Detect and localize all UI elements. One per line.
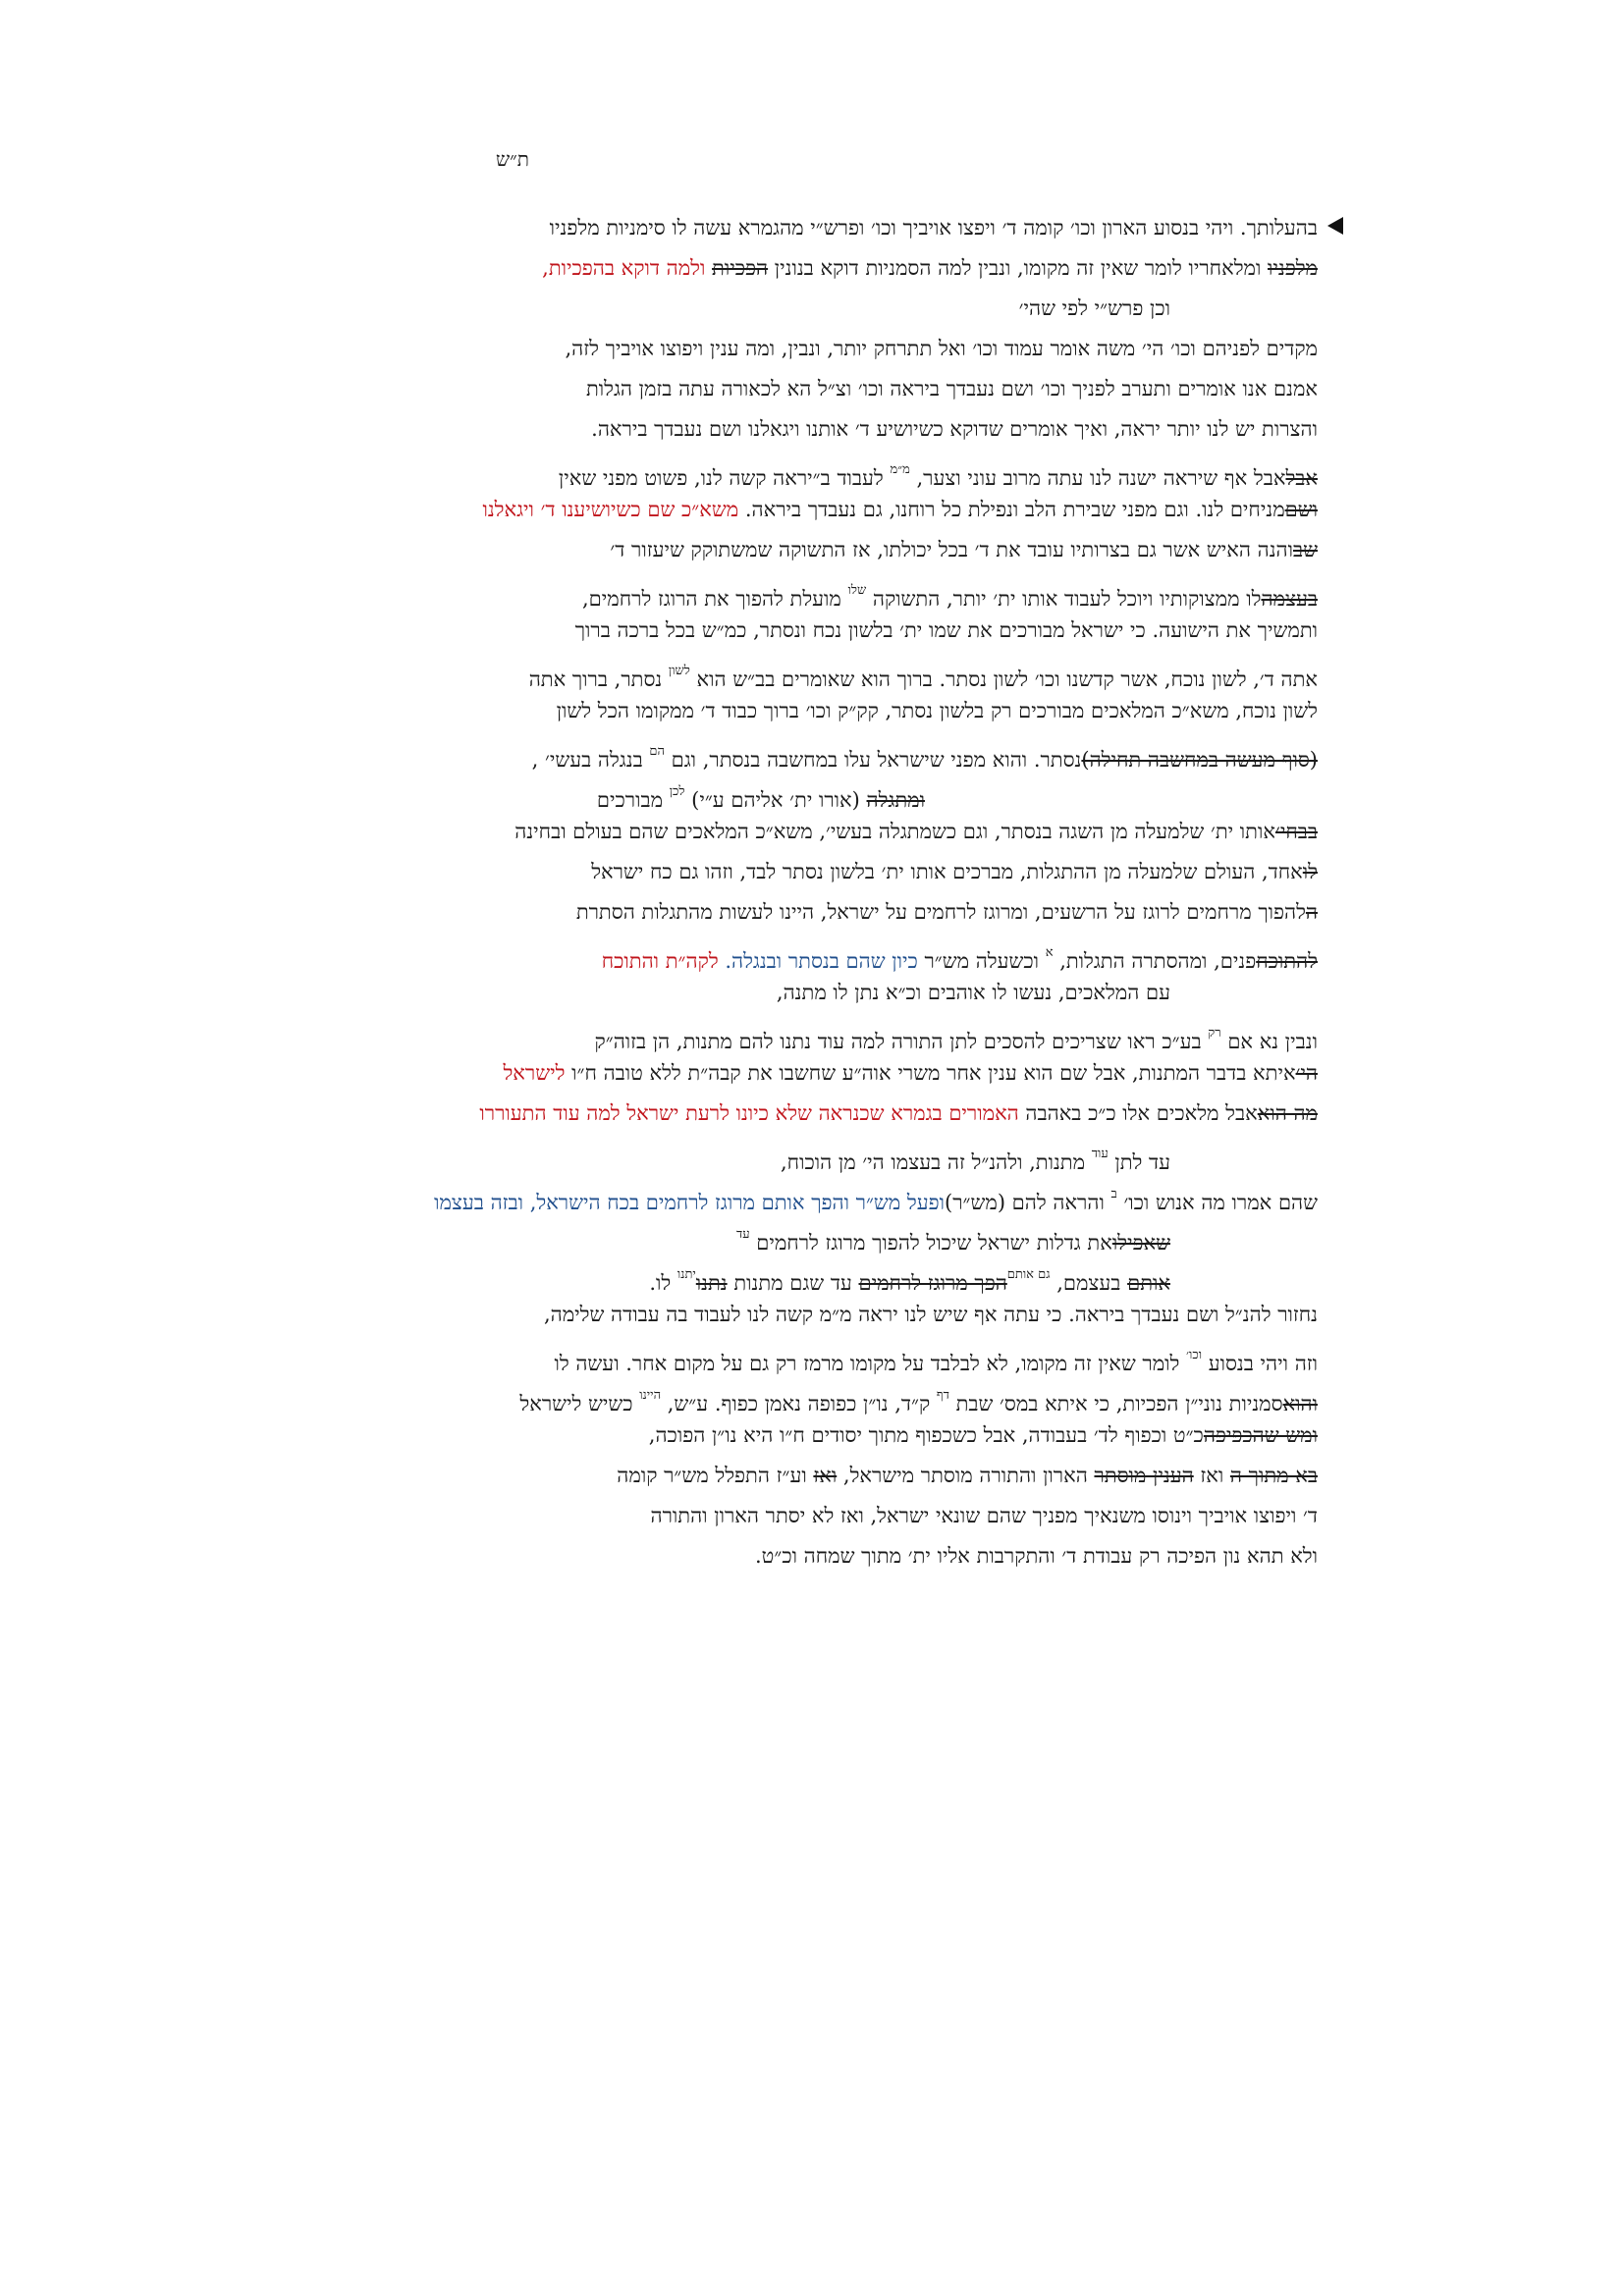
line-text: עם המלאכים, נעשו לו אוהבים וכ״א נתן לו מתנה,: [776, 981, 1170, 1004]
line-text2: כ״כ באהבה: [1025, 1101, 1116, 1125]
line-text: (אורו ית׳ אליהם ע״י): [684, 788, 867, 812]
line-sup: גם אותם: [1006, 1267, 1051, 1282]
paragraph-marker-icon: [1327, 217, 1343, 235]
text-line: [365, 691, 1318, 731]
line-text2: נסתר, ברוך אתה: [528, 667, 669, 691]
line-blue: ופעל מש״ר והפך אותם מרוגז לרחמים בכח הישראל, ובזה בעצמו: [434, 1191, 946, 1214]
text-line: [365, 892, 1318, 933]
text-line: [365, 651, 1318, 691]
line-del: (סוף מעשה במחשבה תחילה): [1081, 748, 1318, 772]
line-text2: מבורכים: [596, 788, 670, 812]
line-sup: שלו: [847, 583, 867, 598]
text-line: [365, 1134, 1318, 1174]
line-sup: וכו׳: [1186, 1348, 1203, 1362]
line-text: וכן פרש״י לפי שהי׳: [1018, 296, 1170, 320]
text-line: [365, 1335, 1318, 1375]
text-line: [365, 1094, 1318, 1134]
line-text: אבל אף שיראה ישנה לנו עתה מרוב עוני וצער,: [909, 466, 1286, 490]
line-text: ונבין נא אם: [1220, 1030, 1318, 1053]
line-text2: מתנות, ולהנ״ל זה בעצמו הי׳ מן הוכוח,: [780, 1150, 1092, 1174]
text-line: [365, 973, 1318, 1013]
line-text: לשון נוכח, משא״כ המלאכים מבורכים רק בלשון נסתר, קק״ק וכו׳ ברוך כבוד ד׳ ממקומו הכל לשון: [556, 699, 1318, 722]
text-line: [365, 1496, 1318, 1536]
text-line: [365, 611, 1318, 651]
line-text2: ללא טובה ח״ו: [565, 1061, 681, 1085]
line-text: ד׳ ויפוצו אויביך וינוסו משנאיך מפניך שהם שונאי ישראל, ואז לא יסתר הארון והתורה: [650, 1504, 1318, 1527]
line-sup2: היינו: [639, 1388, 662, 1403]
line-text: ולא תהא נון הפיכה רק עבודת ד׳ והתקרבות אליו ית׳ מתוך שמחה וכ״ט.: [755, 1544, 1318, 1568]
text-line: [365, 1053, 1318, 1094]
line-del: בעצמה: [1261, 587, 1318, 611]
text-line: [365, 731, 1318, 772]
line-text: אבל מלאכים אלו: [1115, 1101, 1258, 1125]
line-blue: כיון שהם בנסתר ובנגלה.: [725, 949, 918, 973]
line-sup: רק: [1208, 1026, 1221, 1041]
line-del: מלפניו: [1268, 256, 1318, 280]
line-text2: עד שגם מתנות: [727, 1271, 859, 1295]
line-text: סמניות נוני״ן הפכיות, כי איתא במס׳ שבת: [948, 1392, 1283, 1415]
text-line: [365, 1295, 1318, 1335]
line-text2: וזהו גם כח ישראל: [591, 860, 733, 883]
line-text: עד לתן: [1108, 1150, 1170, 1174]
line-del2: הפך מרוגז לרחמים: [858, 1271, 1007, 1295]
text-line: [365, 289, 1318, 329]
line-del: שב: [1293, 538, 1318, 561]
text-line: [365, 490, 1318, 530]
text-line: [365, 1013, 1318, 1053]
line-text3: וע״ז התפלל מש״ר קומה: [617, 1464, 814, 1487]
line-text: בעצמם,: [1050, 1271, 1128, 1295]
line-text2: בנגלה בעשי׳: [538, 748, 650, 772]
line-sup: דף: [936, 1388, 949, 1403]
line-text: לו ממצוקותיו ויוכל לעבוד אותו ית׳ יותר, התשוקה: [866, 587, 1262, 611]
text-line: [365, 812, 1318, 852]
line-del: בבחי׳: [1274, 820, 1318, 843]
line-del: שאפילו: [1111, 1231, 1170, 1255]
text-line: [365, 852, 1318, 892]
text-line: [365, 772, 1318, 812]
line-red: לישראל: [503, 1061, 566, 1085]
line-text3: כשיש לישראל: [519, 1392, 640, 1415]
line-text: אותו ית׳ שלמעלה מן השגה בנסתר, וגם כשמתגלה בעשי׳,: [812, 820, 1275, 843]
line-del3: נתנו: [695, 1271, 728, 1295]
line-text2: לעשות מהתגלות הסתרת: [575, 900, 774, 924]
line-del: ומתגלה: [866, 788, 925, 812]
text-line: [365, 248, 1318, 289]
line-red: משא״כ שם כשיושיענו ד׳ ויגאלנו: [482, 498, 745, 521]
line-red: ולמה דוקא בהפכיות,: [542, 256, 713, 280]
line-text2: שיעזור ד׳: [610, 538, 684, 561]
line-text: מניחים לנו. וגם מפני שבירת הלב ונפילת כל רוחנו,: [882, 498, 1285, 521]
text-line: [365, 409, 1318, 450]
line-sup: לכן: [669, 784, 685, 799]
line-del: אותם: [1127, 1271, 1170, 1295]
line-text3: ,: [531, 748, 539, 772]
line-del: בא מתוך ה: [1229, 1464, 1318, 1487]
line-text: כ״ט וכפוף לד׳ בעבודה, אבל כשכפוף מתוך יסודים ח״ו היא נו״ן הפוכה,: [648, 1423, 1204, 1447]
text-line: [365, 208, 1318, 248]
line-del3: ואז: [813, 1464, 838, 1487]
line-text2: לעבוד ב״יראה קשה לנו, פשוט מפני שאין: [558, 466, 891, 490]
line-text: ואז: [1193, 1464, 1230, 1487]
line-text2: והראה להם (מש״ר): [945, 1191, 1111, 1214]
line-sup: הם: [649, 744, 665, 759]
line-del: מה הוא: [1257, 1101, 1318, 1125]
line-text: שהם אמרו מה אנוש וכו׳: [1116, 1191, 1318, 1214]
line-text: נחזור להנ״ל ושם נעבדך ביראה. כי עתה אף שיש לנו יראה מ״מ קשה לנו לעבוד בה עבודה שלימה,: [543, 1303, 1318, 1326]
line-del2: הענין מוסתר: [1094, 1464, 1194, 1487]
text-line: [365, 570, 1318, 611]
line-text2: מועלת להפוך את הרוגז לרחמים,: [581, 587, 848, 611]
line-sup: ב: [1110, 1187, 1117, 1201]
line-text2: בע״כ ראו שצריכים להסכים לתן התורה למה עוד נתנו להם מתנות, הן בזוה״ק: [594, 1030, 1209, 1053]
line-text2: ק״ד, נו״ן כפופה נאמן כפוף. ע״ש,: [661, 1392, 937, 1415]
line-text2: לומר שאין זה מקומו, לא לבלבד על מקומו מרמז רק גם על מקום אחר. ועשה לו: [554, 1352, 1187, 1375]
text-line: [365, 933, 1318, 973]
line-text: פנים, ומהסתרה התגלות,: [1053, 949, 1257, 973]
text-line: [365, 530, 1318, 570]
text-line: [365, 329, 1318, 369]
line-text: את גדלות ישראל שיכול להפוך מרוגז לרחמים: [749, 1231, 1112, 1255]
line-text: להפוך מרחמים לרוגז על הרשעים, ומרוגז לרחמים על ישראל, היינו: [773, 900, 1306, 924]
line-del: והוא: [1282, 1392, 1318, 1415]
line-text: מקדים לפניהם וכו׳ הי׳ משה אומר עמוד וכו׳ ואל תתרחק יותר, ונבין, ומה ענין ויפוצו אויביך לזה,: [565, 337, 1318, 360]
page-header: ת״ש: [496, 147, 529, 171]
line-text: וזה ויהי בנסוע: [1202, 1352, 1318, 1375]
line-text: אמנם אנו אומרים ותערב לפניך וכו׳ ושם נעבדך ביראה וכו׳ וצ״ל הא לכאורה עתה בזמן הגלות: [585, 377, 1318, 400]
text-line: [365, 1536, 1318, 1576]
line-text2: משא״כ המלאכים שהם בעולם ובחינה: [514, 820, 813, 843]
line-del: לו: [1302, 860, 1318, 883]
document-body: [365, 208, 1318, 1576]
line-del: ה: [1305, 900, 1318, 924]
line-text2: הארון והתורה מוסתר מישראל,: [837, 1464, 1095, 1487]
line-sup: לשון: [668, 664, 690, 678]
line-text: אתה ד׳, לשון נוכח, אשר קדשנו וכו׳ לשון נסתר. ברוך הוא שאומרים בב״ש הוא: [689, 667, 1318, 691]
text-line: [365, 1456, 1318, 1496]
line-text: איתא בדבר המתנות, אבל שם הוא ענין אחר משרי אוה״ע שחשבו את קבה״ת: [680, 1061, 1296, 1085]
text-line: [365, 1375, 1318, 1415]
line-sup: עוד: [1091, 1147, 1109, 1161]
text-line: [365, 1415, 1318, 1456]
line-text: בהעלותך. ויהי בנסוע הארון וכו׳ קומה ד׳ ויפצו אויביך וכו׳ ופרש״י מהגמרא עשה לו סימניות מלפניו: [549, 216, 1318, 240]
line-text: אחד, העולם שלמעלה מן ההתגלות, מברכים אותו ית׳ בלשון נסתר לבד,: [732, 860, 1303, 883]
line-red: האמורים בגמרא שכנראה שלא כיונו לרעת ישראל למה עוד התעוררו: [479, 1101, 1026, 1125]
line-text3: לו.: [649, 1271, 677, 1295]
line-del: להתוכח: [1256, 949, 1318, 973]
text-line: [365, 1174, 1318, 1214]
line-red: לקה״ת והתוכח: [601, 949, 726, 973]
line-text: נסתר. והוא מפני שישראל עלו במחשבה בנסתר, וגם: [664, 748, 1082, 772]
line-text: והצרות יש לנו יותר יראה, ואיך אומרים שדוקא כשיושיע ד׳ אותנו ויגאלנו ושם נעבדך ביראה.: [591, 417, 1318, 441]
line-text: והנה האיש אשר גם בצרותיו עובד את ד׳ בכל יכולתו, אז התשוקה שמשתוקק: [683, 538, 1293, 561]
line-text: ומלאחריו לומר שאין זה מקומו, ונבין למה הסמניות דוקא בנונין: [768, 256, 1269, 280]
line-del: ושם: [1284, 498, 1318, 521]
line-text: ותמשיך את הישועה. כי ישראל מבורכים את שמו ית׳ בלשון נכח ונסתר, כמ״ש בכל ברכה ברוך: [574, 618, 1318, 642]
line-text2: וכשעלה מש״ר: [917, 949, 1046, 973]
line-del2: הפכיות: [712, 256, 769, 280]
line-sup: א: [1045, 945, 1054, 960]
text-line: [365, 369, 1318, 409]
line-sup: עד: [735, 1227, 750, 1242]
line-del: ומש שהכפיפה: [1203, 1423, 1318, 1447]
text-line: [365, 1214, 1318, 1255]
text-line: [365, 450, 1318, 490]
line-sup: מ״מ: [890, 462, 910, 477]
text-line: [365, 1255, 1318, 1295]
line-del: הי׳: [1295, 1061, 1318, 1085]
line-sup2: יתנו: [676, 1267, 696, 1282]
line-text2: גם נעבדך ביראה.: [744, 498, 883, 521]
line-del: אבל: [1285, 466, 1318, 490]
